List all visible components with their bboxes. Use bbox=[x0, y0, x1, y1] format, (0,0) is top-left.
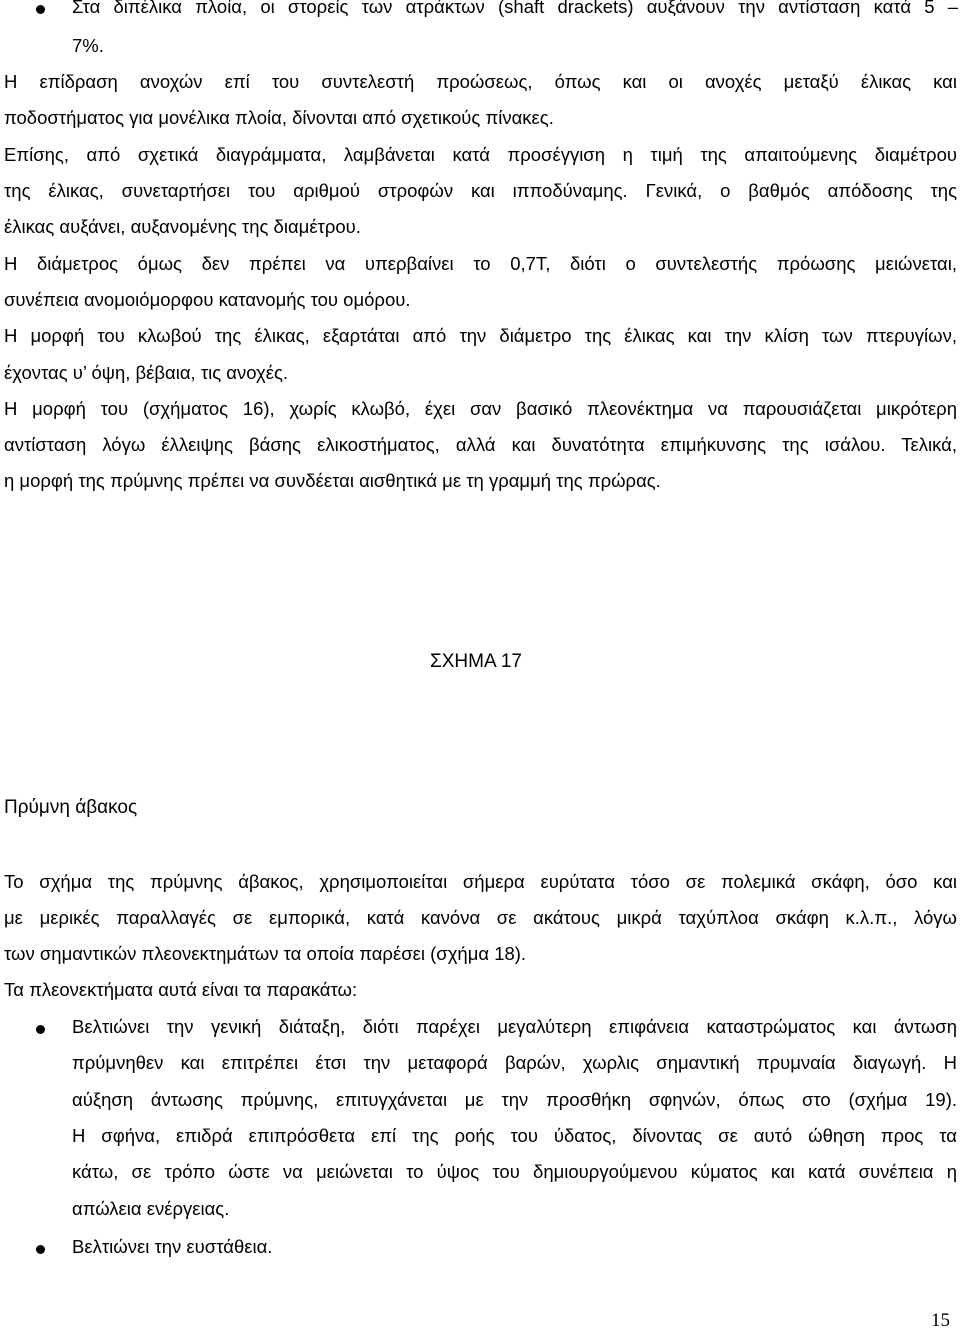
paragraph-line: Το σχήμα της πρύμνης άβακος, χρησιμοποιείται σήμερα ευρύτατα τόσο σε πολεμικά σκάφη, όσο και bbox=[4, 871, 957, 892]
bullet-line: 7%. bbox=[72, 35, 104, 56]
paragraph-line: Η μορφή του (σχήματος 16), χωρίς κλωβό, έχει σαν βασικό πλεονέκτημα να παρουσιάζεται μικρότερη bbox=[4, 398, 957, 419]
paragraph-line: η μορφή της πρύμνης πρέπει να συνδέεται αισθητικά με τη γραμμή της πρώρας. bbox=[4, 470, 661, 491]
bullet-line: απώλεια ενέργειας. bbox=[72, 1198, 230, 1219]
figure-caption: ΣΧΗΜΑ 17 bbox=[430, 651, 523, 672]
paragraph-line: Επίσης, από σχετικά διαγράμματα, λαμβάνεται κατά προσέγγιση η τιμή της απαιτούμενης διαμέτρου bbox=[4, 144, 957, 165]
paragraph-line: έχοντας υ’ όψη, βέβαια, τις ανοχές. bbox=[4, 362, 289, 383]
paragraph-line: Η επίδραση ανοχών επί του συντελεστή προώσεως, όπως και οι ανοχές μεταξύ έλικας και bbox=[4, 71, 957, 92]
paragraph-line: έλικας αυξάνει, αυξανομένης της διαμέτρου. bbox=[4, 216, 361, 237]
paragraph-line: Η διάμετρος όμως δεν πρέπει να υπερβαίνει το 0,7Τ, διότι ο συντελεστής πρόωσης μειώνεται, bbox=[4, 253, 957, 274]
bullet-marker bbox=[36, 1025, 45, 1034]
bullet-line: Βελτιώνει την γενική διάταξη, διότι παρέχει μεγαλύτερη επιφάνεια καταστρώματος και άντωση bbox=[72, 1016, 957, 1037]
paragraph-line: των σημαντικών πλεονεκτημάτων τα οποία παρέσει (σχήμα 18). bbox=[4, 943, 527, 964]
bullet-marker bbox=[36, 5, 45, 14]
paragraph-line: Η μορφή του κλωβού της έλικας, εξαρτάται από την διάμετρο της έλικας και την κλίση των πτερυγίων, bbox=[4, 325, 957, 346]
advantages-intro: Τα πλεονεκτήματα αυτά είναι τα παρακάτω: bbox=[4, 979, 358, 1000]
bullet-line: Βελτιώνει την ευστάθεια. bbox=[72, 1236, 273, 1257]
paragraph-line: αντίσταση λόγω έλλειψης βάσης ελικοστήματος, αλλά και δυνατότητα επιμήκυνσης της ισάλου. Τελικά, bbox=[4, 434, 957, 455]
paragraph-line: της έλικας, συνεταρτήσει του αριθμού στροφών και ιπποδύναμης. Γενικά, ο βαθμός απόδοσης της bbox=[4, 180, 957, 201]
bullet-line: Στα διπέλικα πλοία, οι στορείς των ατράκτων (shaft drackets) αυξάνουν την αντίσταση κατά 5 – bbox=[72, 0, 958, 17]
paragraph-line: ποδοστήματος για μονέλικα πλοία, δίνονται από σχετικούς πίνακες. bbox=[4, 107, 554, 128]
bullet-line: αύξηση άντωσης πρύμνης, επιτυγχάνεται με την προσθήκη σφηνών, όπως στο (σχήμα 19). bbox=[72, 1089, 957, 1110]
paragraph-line: συνέπεια ανομοιόμορφου κατανομής του ομόρου. bbox=[4, 289, 411, 310]
bullet-line: πρύμνηθεν και επιτρέπει έτσι την μεταφορά βαρών, χωρλις σημαντική πρυμναία διαγωγή. Η bbox=[72, 1052, 957, 1073]
section-heading: Πρύμνη άβακος bbox=[4, 797, 138, 818]
page-number: 15 bbox=[931, 1310, 950, 1331]
paragraph-line: με μερικές παραλλαγές σε εμπορικά, κατά κανόνα σε ακάτους μικρά ταχύπλοα σκάφη κ.λ.π., λόγω bbox=[4, 907, 957, 928]
bullet-marker bbox=[36, 1245, 45, 1254]
bullet-line: κάτω, σε τρόπο ώστε να μειώνεται το ύψος του δημιουργούμενου κύματος και κατά συνέπεια η bbox=[72, 1161, 957, 1182]
bullet-line: Η σφήνα, επιδρά επιπρόσθετα επί της ροής του ύδατος, δίνοντας σε αυτό ώθηση προς τα bbox=[72, 1125, 957, 1146]
